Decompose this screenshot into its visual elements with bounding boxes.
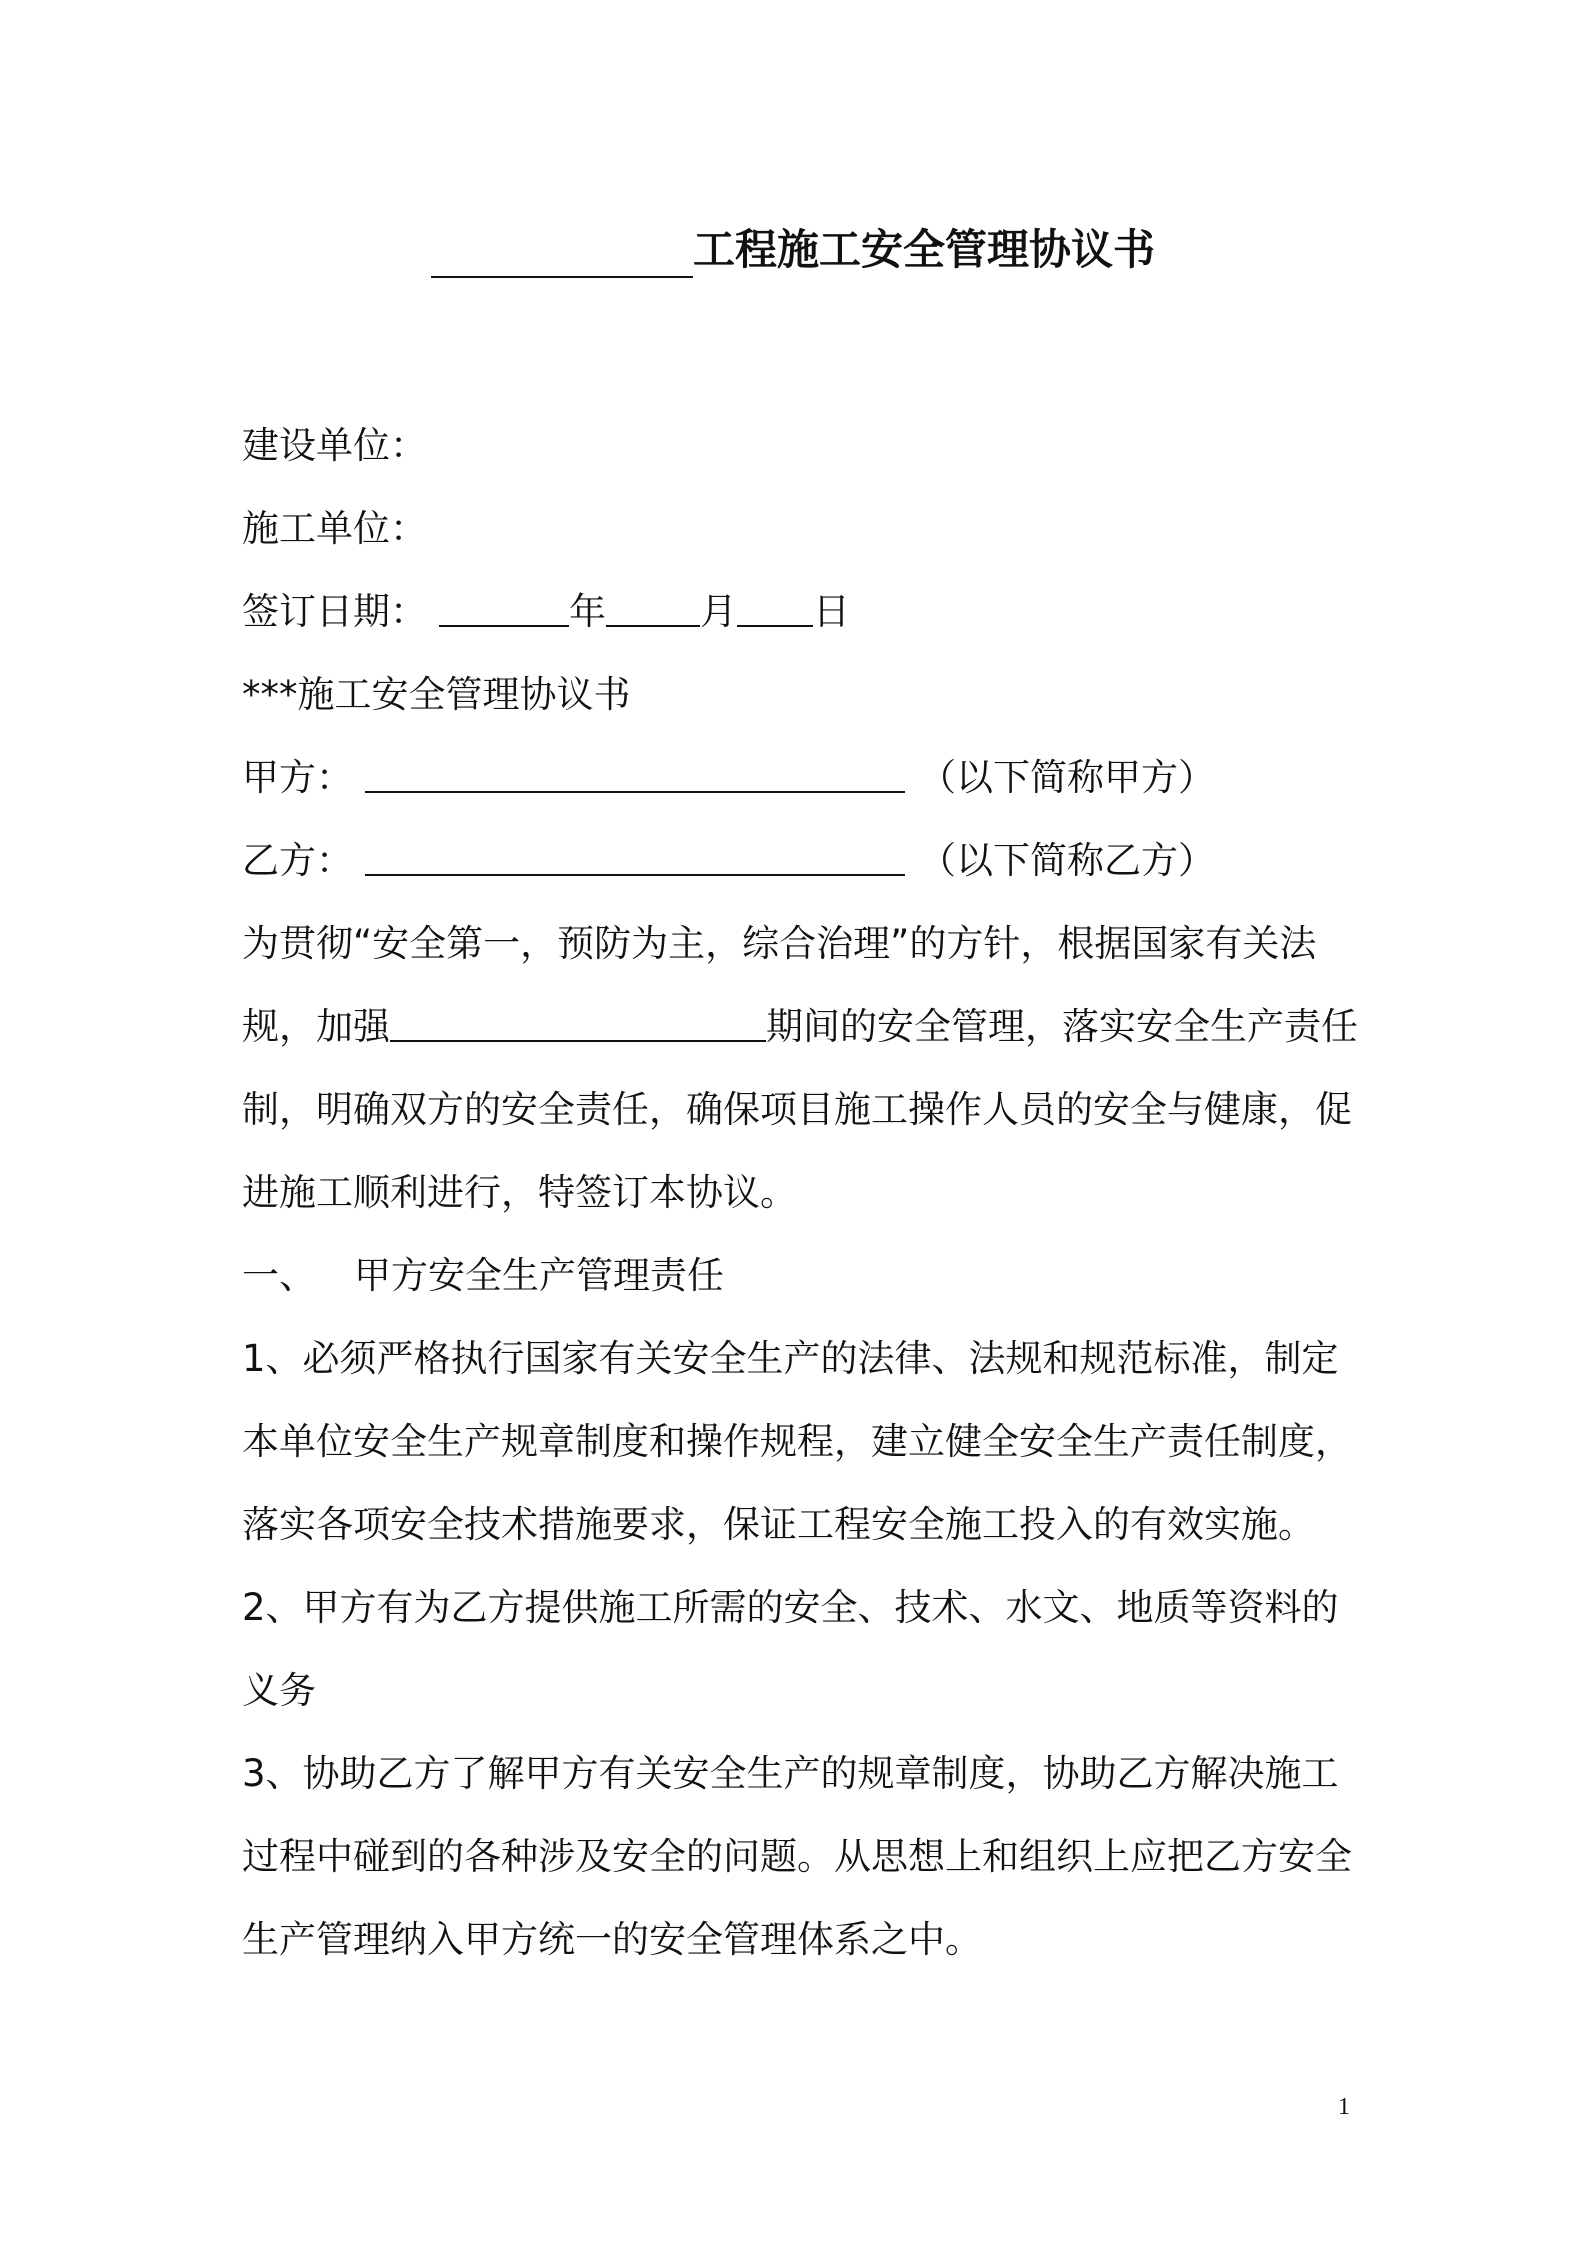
party-a-blank: [365, 747, 905, 793]
sign-date-row: [242, 570, 1362, 653]
title-text: 工程施工安全管理协议书: [692, 225, 1155, 274]
item-line: 1、必须严格执行国家有关安全生产的法律、法规和规范标准，制定: [242, 1337, 1339, 1380]
item-line: 落实各项安全技术措施要求，保证工程安全施工投入的有效实施。: [242, 1503, 1315, 1546]
contractor-row: [242, 487, 1362, 570]
page-number: 1: [1338, 2094, 1350, 2120]
builder-label: 建设单位：: [242, 424, 427, 467]
party-a-suffix: （以下简称甲方）: [919, 756, 1215, 799]
project-name-blank: [431, 226, 693, 278]
document-title: [0, 222, 1586, 278]
intro-line: [242, 985, 1362, 1068]
month-blank: [606, 581, 700, 627]
intro-text: 期间的安全管理，落实安全生产责任: [766, 1005, 1358, 1048]
intro-line: 制，明确双方的安全责任，确保项目施工操作人员的安全与健康，促: [242, 1088, 1352, 1131]
section-number: 一、: [242, 1254, 316, 1297]
party-a-row: [242, 736, 1362, 819]
section-item-3: [242, 1732, 1362, 1981]
builder-row: [242, 404, 1362, 487]
intro-line: 为贯彻“安全第一，预防为主，综合治理”的方针，根据国家有关法: [242, 922, 1317, 965]
period-blank: [390, 996, 766, 1042]
intro-text: 规，加强: [242, 1005, 390, 1048]
day-blank: [737, 581, 813, 627]
month-label: 月: [700, 590, 737, 633]
year-blank: [439, 581, 569, 627]
item-line: 3、协助乙方了解甲方有关安全生产的规章制度，协助乙方解决施工: [242, 1752, 1339, 1795]
day-label: 日: [813, 590, 850, 633]
document-body: [242, 404, 1362, 1981]
item-line: 义务: [242, 1669, 316, 1712]
year-label: 年: [569, 590, 606, 633]
subtitle: [242, 653, 1362, 736]
intro-paragraph: [242, 902, 1362, 1234]
item-line: 本单位安全生产规章制度和操作规程，建立健全安全生产责任制度，: [242, 1420, 1352, 1463]
contractor-label: 施工单位：: [242, 507, 427, 550]
section-item-1: [242, 1317, 1362, 1566]
party-b-label: 乙方：: [242, 839, 353, 882]
sign-date-label: 签订日期：: [242, 590, 427, 633]
item-line: 2、甲方有为乙方提供施工所需的安全、技术、水文、地质等资料的: [242, 1586, 1339, 1629]
party-b-suffix: （以下简称乙方）: [919, 839, 1215, 882]
item-line: 过程中碰到的各种涉及安全的问题。从思想上和组织上应把乙方安全: [242, 1835, 1352, 1878]
subtitle-text: ***施工安全管理协议书: [242, 673, 631, 716]
section-heading: [242, 1234, 1362, 1317]
party-b-blank: [365, 830, 905, 876]
party-a-label: 甲方：: [242, 756, 353, 799]
intro-line: 进施工顺利进行，特签订本协议。: [242, 1171, 797, 1214]
section-item-2: [242, 1566, 1362, 1732]
item-line: 生产管理纳入甲方统一的安全管理体系之中。: [242, 1918, 982, 1961]
section-title: 甲方安全生产管理责任: [354, 1254, 724, 1297]
party-b-row: [242, 819, 1362, 902]
